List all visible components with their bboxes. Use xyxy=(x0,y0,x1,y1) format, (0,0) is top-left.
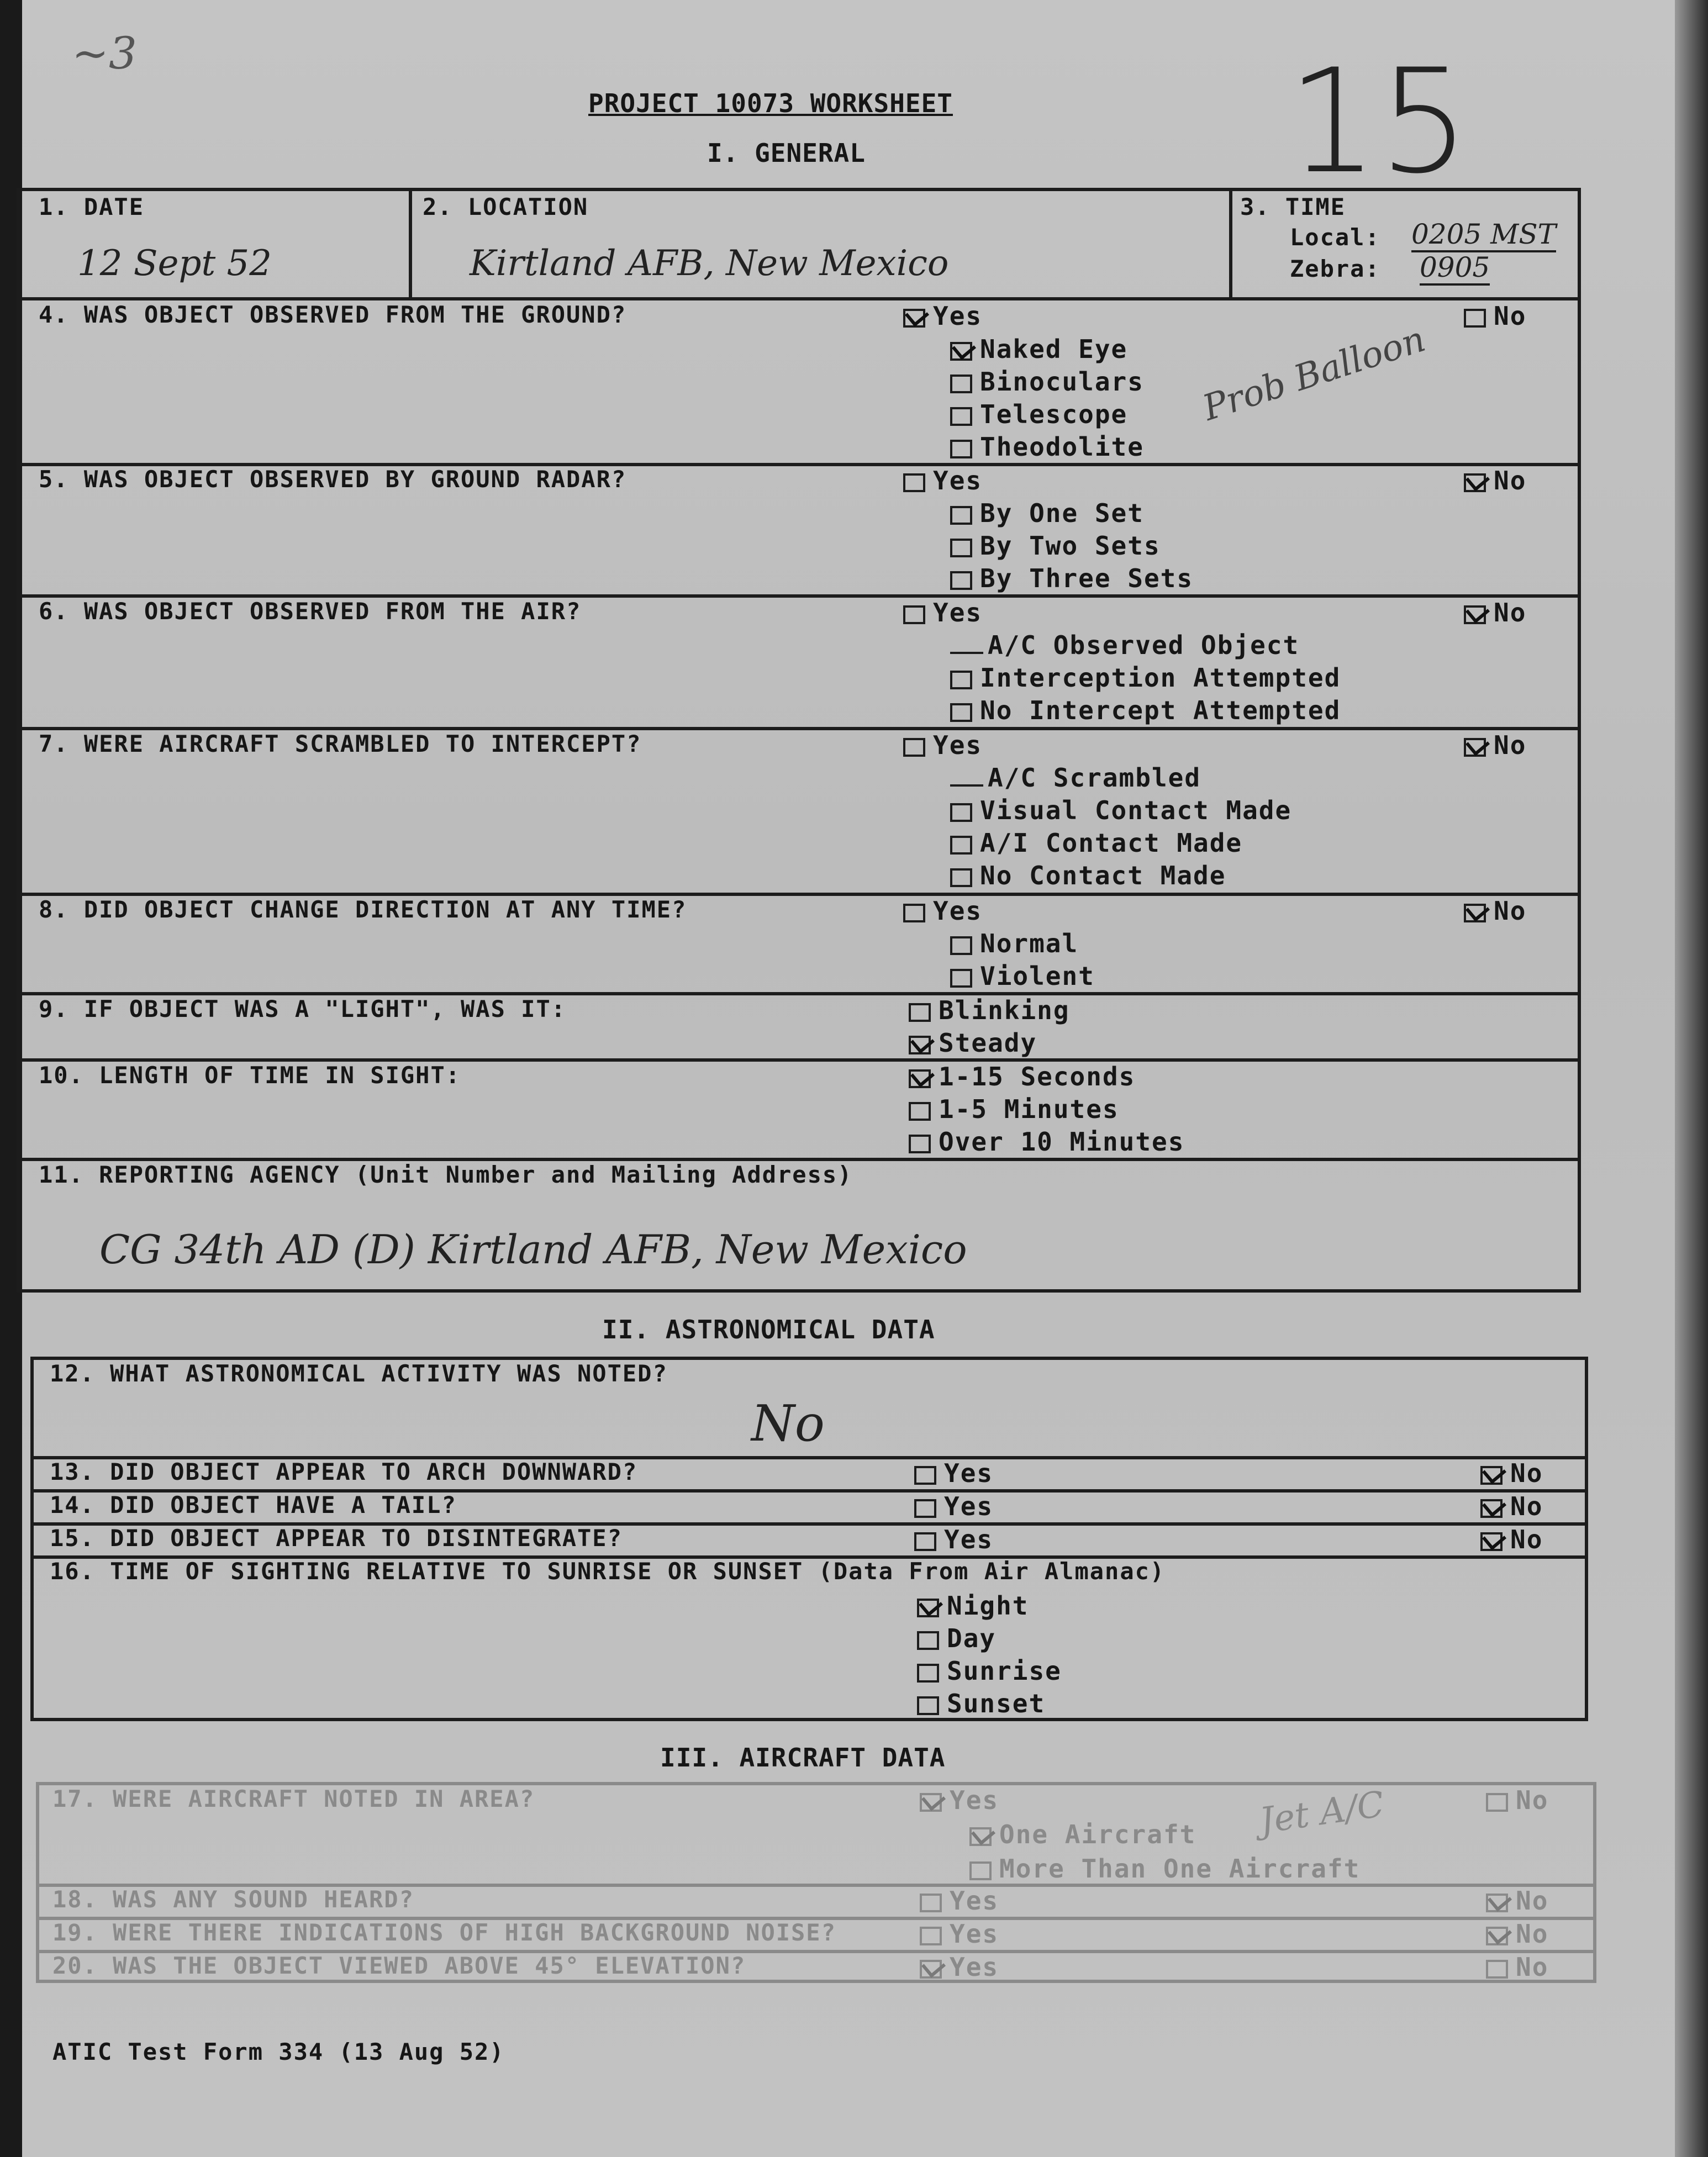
q10-option[interactable]: 1-15 Seconds xyxy=(909,1062,1135,1091)
q14-label: 14. DID OBJECT HAVE A TAIL? xyxy=(50,1491,457,1518)
option-checkbox[interactable] xyxy=(909,1036,931,1054)
q4-yes[interactable]: Yes xyxy=(903,301,982,331)
blank-line xyxy=(950,784,983,787)
q17-no-checkbox[interactable] xyxy=(1486,1793,1508,1812)
time-local-value: 0205 MST xyxy=(1411,218,1556,252)
q8-label: 8. DID OBJECT CHANGE DIRECTION AT ANY TIME? xyxy=(39,896,687,923)
q16-option[interactable]: Sunset xyxy=(917,1689,1045,1718)
q18-no-checkbox[interactable] xyxy=(1486,1894,1508,1912)
q6-option[interactable]: No Intercept Attempted xyxy=(950,695,1341,725)
q14-no[interactable]: No xyxy=(1480,1491,1543,1521)
q4-option[interactable]: Telescope xyxy=(950,399,1127,429)
q16-option[interactable]: Day xyxy=(917,1623,996,1653)
q14-no-checkbox[interactable] xyxy=(1480,1499,1503,1518)
q4-option[interactable]: Binoculars xyxy=(950,367,1144,397)
q12-value: No xyxy=(751,1395,825,1453)
q17-handwritten-note: Jet A/C xyxy=(1257,1784,1387,1842)
q8-yes-checkbox[interactable] xyxy=(903,904,925,922)
q4-option[interactable]: Theodolite xyxy=(950,432,1144,462)
q5-no-checkbox[interactable] xyxy=(1464,473,1486,492)
divider xyxy=(1229,188,1232,298)
q13-label: 13. DID OBJECT APPEAR TO ARCH DOWNWARD? xyxy=(50,1458,638,1485)
q9-option[interactable]: Blinking xyxy=(909,995,1070,1025)
q11-label: 11. REPORTING AGENCY (Unit Number and Mailing Address) xyxy=(39,1161,853,1188)
q20-yes[interactable]: Yes xyxy=(920,1952,999,1982)
row-divider xyxy=(17,297,1581,300)
q17-label: 17. WERE AIRCRAFT NOTED IN AREA? xyxy=(52,1785,535,1812)
q7-yes[interactable]: Yes xyxy=(903,730,982,760)
form-id: ATIC Test Form 334 (13 Aug 52) xyxy=(52,2038,505,2065)
time-zebra-value: 0905 xyxy=(1420,251,1490,286)
option-checkbox[interactable] xyxy=(950,342,972,361)
option-checkbox[interactable] xyxy=(950,868,972,887)
q8-option[interactable]: Violent xyxy=(950,961,1095,991)
q6-option[interactable]: Interception Attempted xyxy=(950,663,1341,693)
q20-no-checkbox[interactable] xyxy=(1486,1960,1508,1979)
q4-yes-checkbox[interactable] xyxy=(903,309,925,328)
q12-label: 12. WHAT ASTRONOMICAL ACTIVITY WAS NOTED? xyxy=(50,1360,668,1387)
q15-yes[interactable]: Yes xyxy=(914,1525,993,1554)
page-number: 15 xyxy=(1287,39,1470,205)
option-checkbox[interactable] xyxy=(950,375,972,393)
option-checkbox[interactable] xyxy=(917,1696,939,1715)
scan-edge-right xyxy=(1675,0,1708,2157)
section-aircraft-title: III. AIRCRAFT DATA xyxy=(660,1743,946,1773)
q9-option[interactable]: Steady xyxy=(909,1028,1037,1058)
q5-yes-checkbox[interactable] xyxy=(903,473,925,492)
q5-label: 5. WAS OBJECT OBSERVED BY GROUND RADAR? xyxy=(39,466,627,493)
q4-label: 4. WAS OBJECT OBSERVED FROM THE GROUND? xyxy=(39,301,627,328)
q6-yes-checkbox[interactable] xyxy=(903,605,925,624)
q6-label: 6. WAS OBJECT OBSERVED FROM THE AIR? xyxy=(39,598,582,625)
time-zebra-label: Zebra: xyxy=(1290,255,1380,282)
q15-label: 15. DID OBJECT APPEAR TO DISINTEGRATE? xyxy=(50,1525,623,1552)
option-checkbox[interactable] xyxy=(950,703,972,722)
q6-yes[interactable]: Yes xyxy=(903,598,982,627)
option-checkbox[interactable] xyxy=(950,936,972,955)
q19-no[interactable]: No xyxy=(1486,1919,1548,1949)
blank-line xyxy=(950,652,983,654)
q11-value: CG 34th AD (D) Kirtland AFB, New Mexico xyxy=(99,1226,967,1273)
q13-yes[interactable]: Yes xyxy=(914,1458,993,1488)
option-checkbox[interactable] xyxy=(909,1135,931,1153)
page-title: PROJECT 10073 WORKSHEET xyxy=(588,88,953,118)
q14-yes-checkbox[interactable] xyxy=(914,1499,936,1518)
q10-label: 10. LENGTH OF TIME IN SIGHT: xyxy=(39,1062,461,1089)
q18-label: 18. WAS ANY SOUND HEARD? xyxy=(52,1886,414,1913)
option-checkbox[interactable] xyxy=(969,1827,992,1846)
q19-label: 19. WERE THERE INDICATIONS OF HIGH BACKGROUND NOISE? xyxy=(52,1919,836,1946)
section-general-title: I. GENERAL xyxy=(707,138,866,168)
option-checkbox[interactable] xyxy=(969,1861,992,1880)
q17-option[interactable]: One Aircraft xyxy=(969,1820,1196,1849)
q19-no-checkbox[interactable] xyxy=(1486,1927,1508,1945)
date-label: 1. DATE xyxy=(39,193,145,220)
location-label: 2. LOCATION xyxy=(423,193,589,220)
option-checkbox[interactable] xyxy=(909,1069,931,1088)
q17-option[interactable]: More Than One Aircraft xyxy=(969,1854,1360,1884)
q5-yes[interactable]: Yes xyxy=(903,466,982,495)
option-checkbox[interactable] xyxy=(950,803,972,822)
q4-no[interactable]: No xyxy=(1464,301,1526,331)
option-checkbox[interactable] xyxy=(950,539,972,557)
time-local-label: Local: xyxy=(1290,224,1380,251)
divider xyxy=(409,188,412,298)
q16-label: 16. TIME OF SIGHTING RELATIVE TO SUNRISE OR SUNSET (Data From Air Almanac) xyxy=(50,1558,1166,1585)
q19-yes[interactable]: Yes xyxy=(920,1919,999,1949)
q9-label: 9. IF OBJECT WAS A "LIGHT", WAS IT: xyxy=(39,995,567,1022)
q7-blank-option[interactable]: A/C Scrambled xyxy=(950,763,1201,793)
q6-no[interactable]: No xyxy=(1464,598,1526,627)
option-checkbox[interactable] xyxy=(950,571,972,590)
q18-yes[interactable]: Yes xyxy=(920,1886,999,1916)
section-astronomical-title: II. ASTRONOMICAL DATA xyxy=(602,1315,935,1344)
q5-option[interactable]: By One Set xyxy=(950,498,1144,528)
option-checkbox[interactable] xyxy=(917,1599,939,1617)
q5-option[interactable]: By Two Sets xyxy=(950,531,1161,561)
q20-yes-checkbox[interactable] xyxy=(920,1960,942,1979)
q7-no[interactable]: No xyxy=(1464,730,1526,760)
q10-option[interactable]: 1-5 Minutes xyxy=(909,1094,1119,1124)
q18-no[interactable]: No xyxy=(1486,1886,1548,1916)
option-checkbox[interactable] xyxy=(917,1664,939,1683)
q8-option[interactable]: Normal xyxy=(950,929,1078,958)
q14-yes[interactable]: Yes xyxy=(914,1491,993,1521)
option-checkbox[interactable] xyxy=(909,1003,931,1022)
q7-option[interactable]: No Contact Made xyxy=(950,861,1226,890)
q13-yes-checkbox[interactable] xyxy=(914,1466,936,1485)
q20-no[interactable]: No xyxy=(1486,1952,1548,1982)
q5-option[interactable]: By Three Sets xyxy=(950,563,1193,593)
q17-yes[interactable]: Yes xyxy=(920,1785,999,1815)
q4-handwritten-note: Prob Balloon xyxy=(1198,319,1431,429)
q8-no[interactable]: No xyxy=(1464,896,1526,926)
q20-label: 20. WAS THE OBJECT VIEWED ABOVE 45° ELEVATION? xyxy=(52,1952,746,1979)
q7-no-checkbox[interactable] xyxy=(1464,738,1486,757)
option-checkbox[interactable] xyxy=(950,506,972,525)
q7-option[interactable]: Visual Contact Made xyxy=(950,795,1291,825)
q6-blank-option[interactable]: A/C Observed Object xyxy=(950,630,1299,660)
option-checkbox[interactable] xyxy=(909,1102,931,1121)
option-checkbox[interactable] xyxy=(950,836,972,855)
date-value: 12 Sept 52 xyxy=(77,243,272,284)
q8-no-checkbox[interactable] xyxy=(1464,904,1486,922)
q16-option[interactable]: Night xyxy=(917,1591,1029,1621)
q17-yes-checkbox[interactable] xyxy=(920,1793,942,1812)
option-checkbox[interactable] xyxy=(950,671,972,689)
q18-yes-checkbox[interactable] xyxy=(920,1894,942,1912)
location-value: Kirtland AFB, New Mexico xyxy=(470,243,949,284)
option-checkbox[interactable] xyxy=(950,969,972,988)
time-label: 3. TIME xyxy=(1240,193,1346,220)
q19-yes-checkbox[interactable] xyxy=(920,1927,942,1945)
q7-label: 7. WERE AIRCRAFT SCRAMBLED TO INTERCEPT? xyxy=(39,730,642,757)
option-checkbox[interactable] xyxy=(950,440,972,458)
q8-yes[interactable]: Yes xyxy=(903,896,982,926)
q4-no-checkbox[interactable] xyxy=(1464,309,1486,328)
q15-no[interactable]: No xyxy=(1480,1525,1543,1554)
q13-no-checkbox[interactable] xyxy=(1480,1466,1503,1485)
option-checkbox[interactable] xyxy=(917,1631,939,1650)
corner-mark: ~3 xyxy=(72,28,137,79)
q13-no[interactable]: No xyxy=(1480,1458,1543,1488)
q4-option[interactable]: Naked Eye xyxy=(950,334,1127,364)
q5-no[interactable]: No xyxy=(1464,466,1526,495)
q17-no[interactable]: No xyxy=(1486,1785,1548,1815)
q7-yes-checkbox[interactable] xyxy=(903,738,925,757)
q6-no-checkbox[interactable] xyxy=(1464,605,1486,624)
q7-option[interactable]: A/I Contact Made xyxy=(950,828,1242,858)
q15-no-checkbox[interactable] xyxy=(1480,1532,1503,1551)
q15-yes-checkbox[interactable] xyxy=(914,1532,936,1551)
q16-option[interactable]: Sunrise xyxy=(917,1656,1062,1686)
q10-option[interactable]: Over 10 Minutes xyxy=(909,1127,1184,1157)
option-checkbox[interactable] xyxy=(950,407,972,426)
